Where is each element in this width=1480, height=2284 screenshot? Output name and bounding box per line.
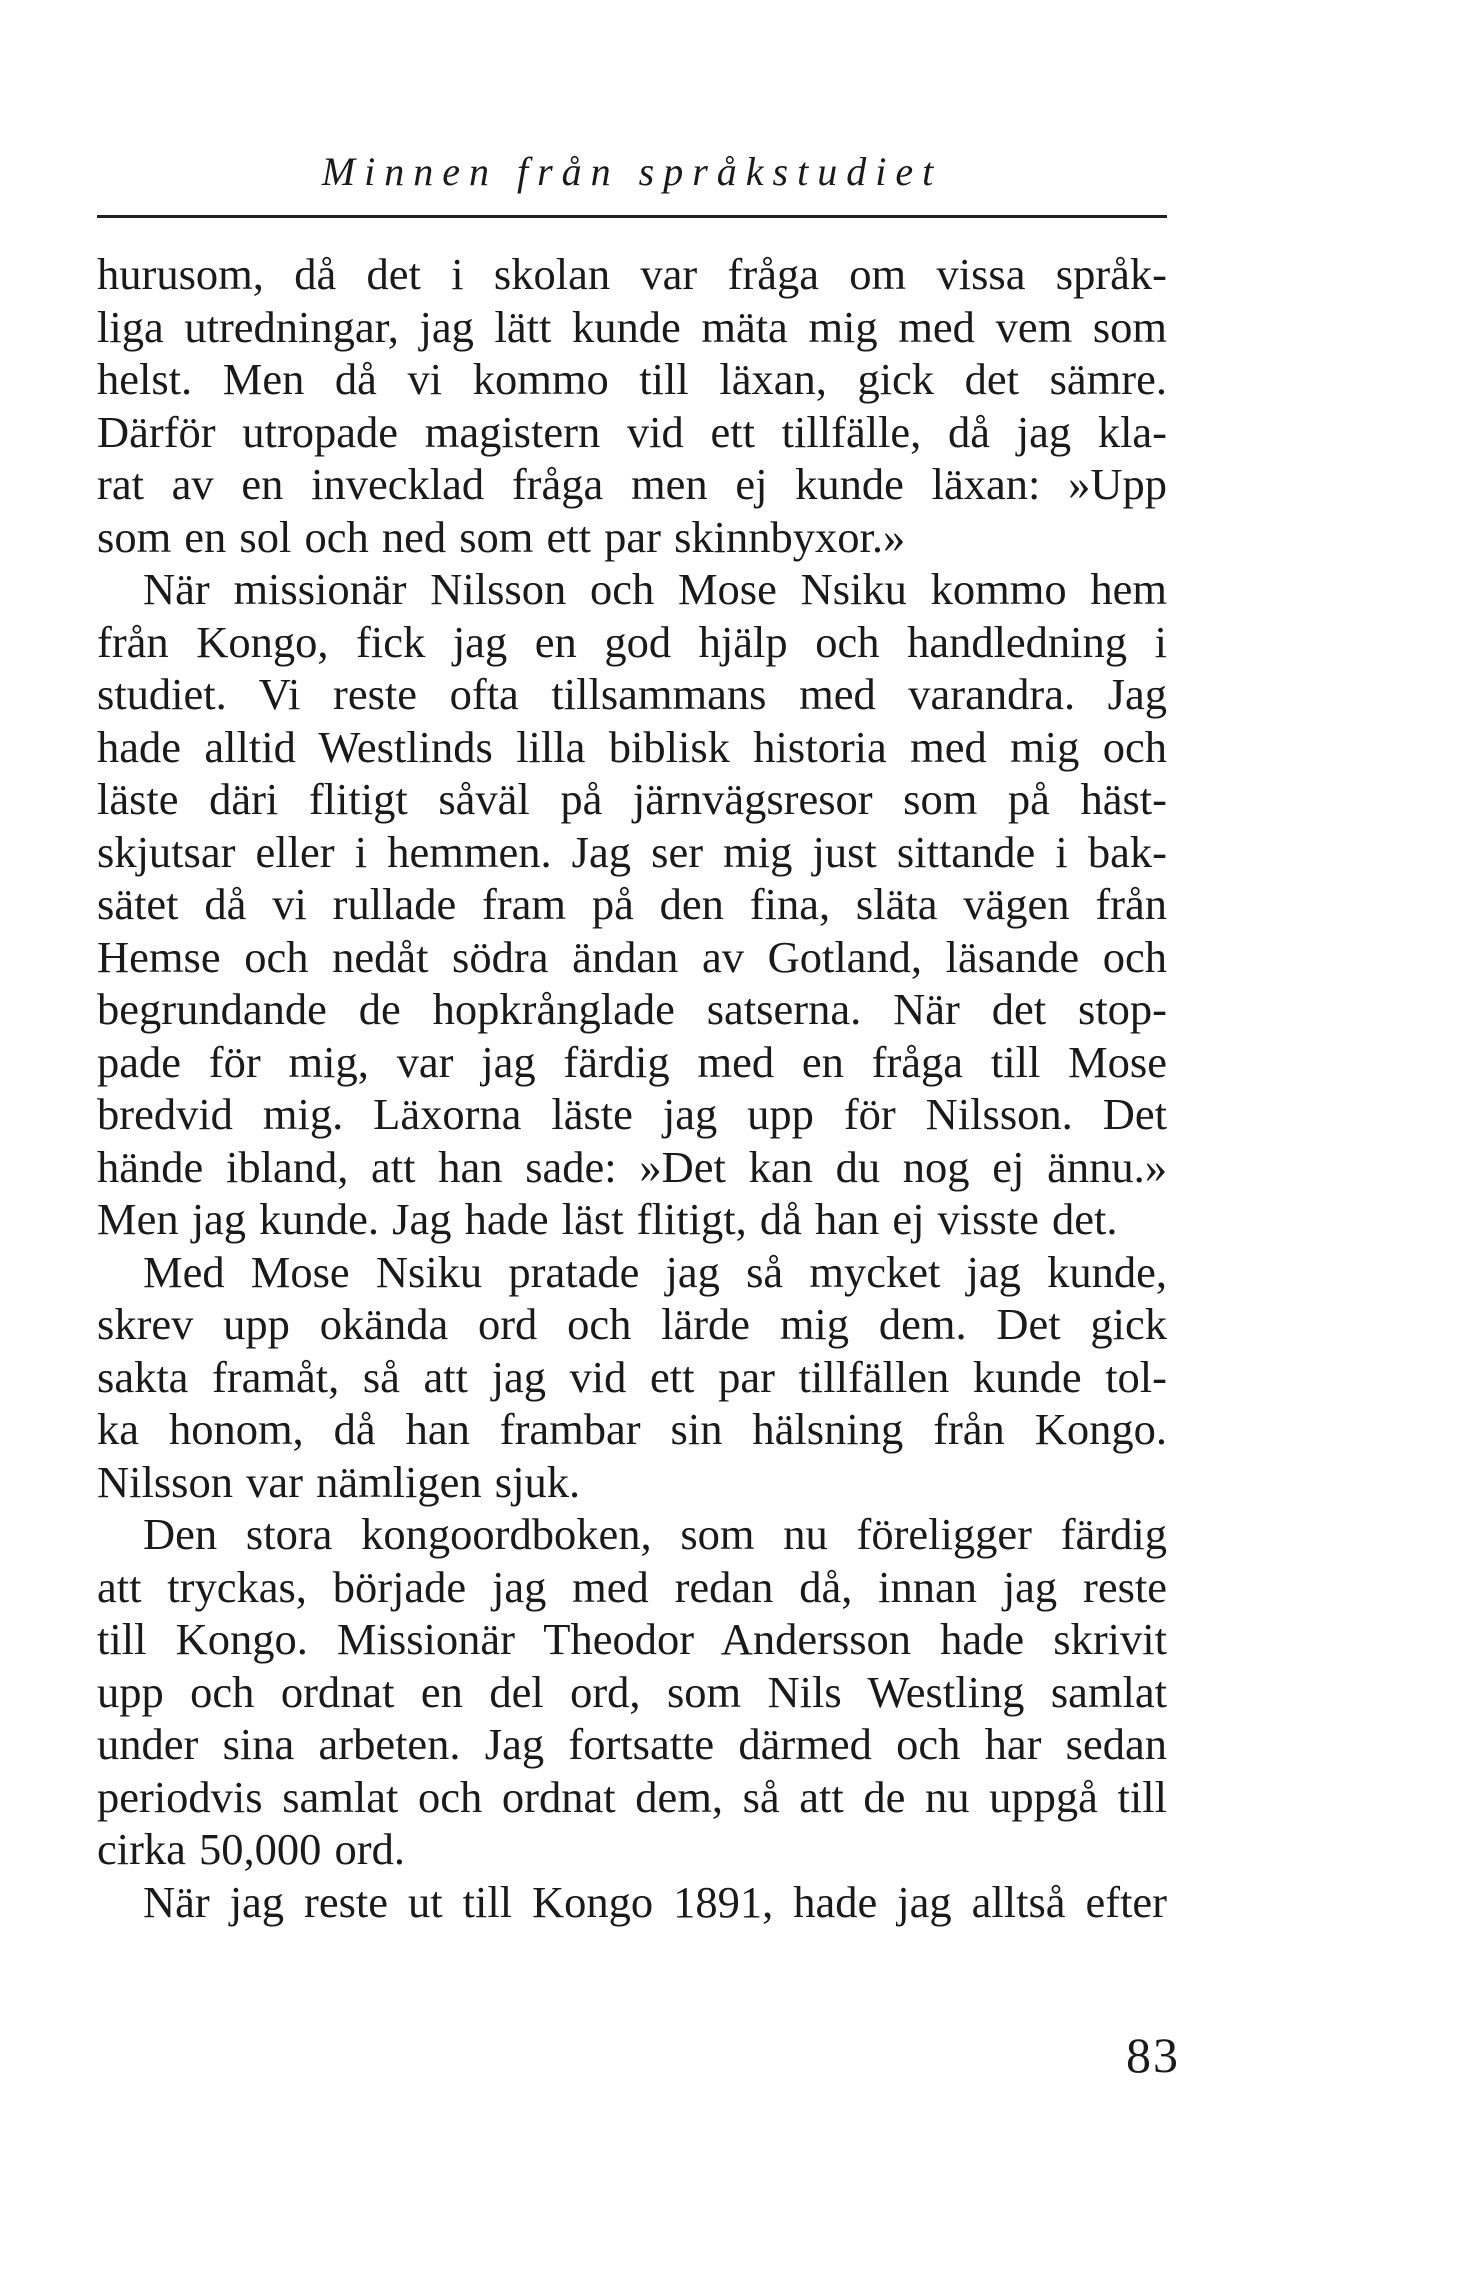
text-line: ka honom, då han frambar sin hälsning från Kongo. bbox=[97, 1404, 1167, 1454]
text-line: Med Mose Nsiku pratade jag så mycket jag kunde, bbox=[143, 1246, 1167, 1297]
paragraph bbox=[97, 1876, 1167, 1929]
text-line: Nilsson var nämligen sjuk. bbox=[97, 1456, 581, 1507]
text-line: hade alltid Westlinds lilla biblisk historia med mig och bbox=[97, 721, 1167, 772]
text-line: rat av en invecklad fråga men ej kunde läxan: »Upp bbox=[97, 459, 1167, 509]
text-line: sakta framåt, så att jag vid ett par tillfällen kunde tol- bbox=[97, 1351, 1167, 1402]
paragraph bbox=[97, 248, 1167, 563]
text-line: som en sol och ned som ett par skinnbyxor.» bbox=[97, 511, 906, 562]
paragraph bbox=[97, 1508, 1167, 1876]
text-line: När missionär Nilsson och Mose Nsiku kommo hem bbox=[143, 564, 1167, 614]
text-line: begrundande de hopkrånglade satserna. När det stop- bbox=[97, 984, 1167, 1034]
text-line: Hemse och nedåt södra ändan av Gotland, läsande och bbox=[97, 931, 1167, 982]
text-line: skjutsar eller i hemmen. Jag ser mig just sittande i bak- bbox=[97, 826, 1167, 877]
text-line: När jag reste ut till Kongo 1891, hade jag alltså efter bbox=[143, 1876, 1167, 1927]
text-line: skrev upp okända ord och lärde mig dem. Det gick bbox=[97, 1299, 1167, 1349]
text-line: pade för mig, var jag färdig med en fråga till Mose bbox=[97, 1036, 1167, 1087]
text-line: från Kongo, fick jag en god hjälp och handledning i bbox=[97, 616, 1167, 667]
paragraph bbox=[97, 1246, 1167, 1509]
text-line: under sina arbeten. Jag fortsatte därmed och har sedan bbox=[97, 1719, 1167, 1769]
header-rule bbox=[97, 215, 1167, 218]
text-line: att tryckas, började jag med redan då, innan jag reste bbox=[97, 1561, 1167, 1612]
text-line: Den stora kongoordboken, som nu föreligger färdig bbox=[143, 1509, 1167, 1559]
text-line: studiet. Vi reste ofta tillsammans med varandra. Jag bbox=[97, 669, 1167, 719]
text-line: sätet då vi rullade fram på den fina, släta vägen från bbox=[97, 879, 1167, 929]
text-line: helst. Men då vi kommo till läxan, gick det sämre. bbox=[97, 354, 1167, 404]
text-line: Därför utropade magistern vid ett tillfälle, då jag kla- bbox=[97, 406, 1167, 457]
text-line: läste däri flitigt såväl på järnvägsresor som på häst- bbox=[97, 774, 1167, 824]
running-head: Minnen från språkstudiet bbox=[321, 149, 943, 194]
text-line: hände ibland, att han sade: »Det kan du nog ej ännu.» bbox=[97, 1141, 1167, 1192]
text-line: periodvis samlat och ordnat dem, så att de nu uppgå till bbox=[97, 1771, 1167, 1822]
body-text bbox=[97, 248, 1167, 1928]
page-number: 83 bbox=[1126, 2027, 1180, 2083]
text-line: upp och ordnat en del ord, som Nils Westling samlat bbox=[97, 1666, 1167, 1717]
text-line: Men jag kunde. Jag hade läst flitigt, då han ej visste det. bbox=[97, 1194, 1118, 1244]
paragraph bbox=[97, 563, 1167, 1246]
text-line: till Kongo. Missionär Theodor Andersson hade skrivit bbox=[97, 1614, 1167, 1664]
text-line: cirka 50,000 ord. bbox=[97, 1824, 406, 1874]
text-line: liga utredningar, jag lätt kunde mäta mig med vem som bbox=[97, 301, 1167, 352]
text-line: hurusom, då det i skolan var fråga om vissa språk- bbox=[97, 249, 1167, 299]
text-line: bredvid mig. Läxorna läste jag upp för Nilsson. Det bbox=[97, 1089, 1167, 1139]
